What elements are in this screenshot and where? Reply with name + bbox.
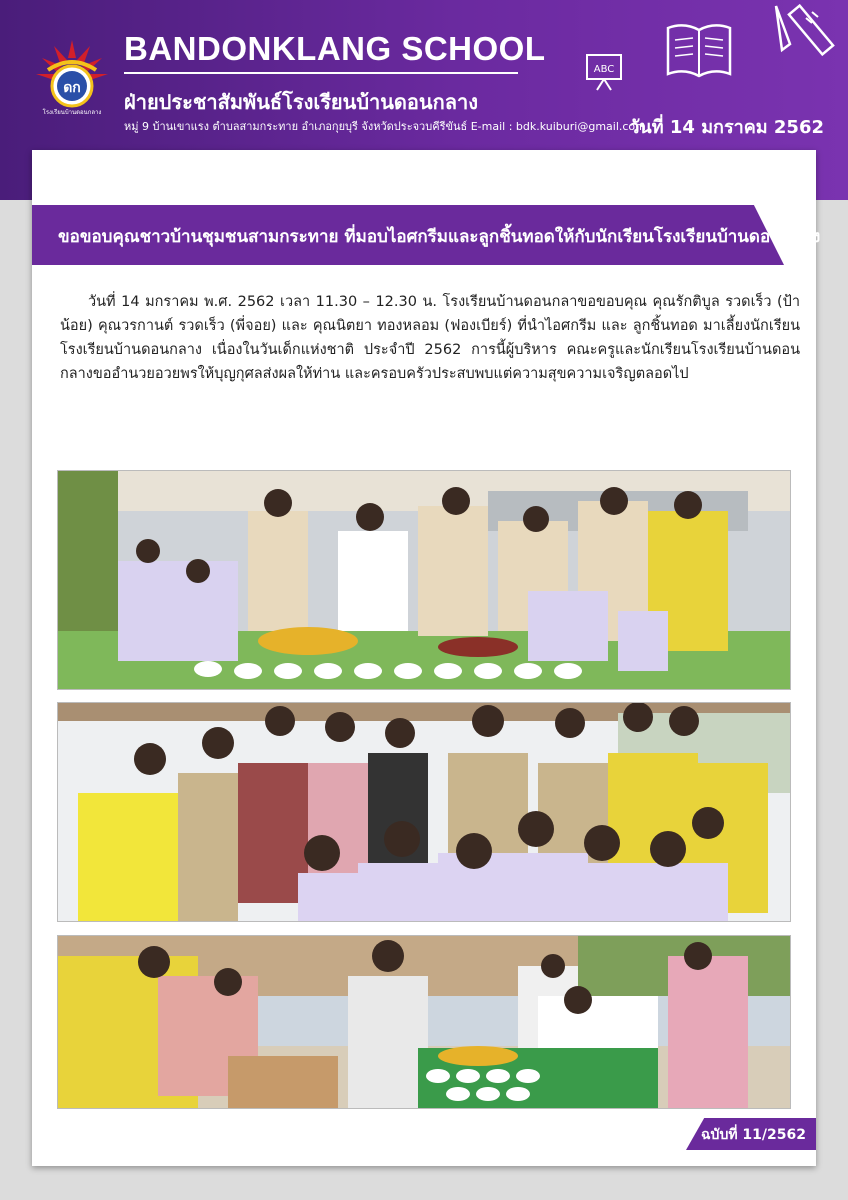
school-name: BANDONKLANG SCHOOL [124,30,546,67]
title-divider [124,72,518,74]
photo-group-2 [57,702,791,922]
open-book-icon [664,18,734,80]
photo-group-1 [57,470,791,690]
department-title: ฝ่ายประชาสัมพันธ์โรงเรียนบ้านดอนกลาง [124,90,478,114]
article-body: วันที่ 14 มกราคม พ.ศ. 2562 เวลา 11.30 – 12.30 น. โรงเรียนบ้านดอนกลาขอขอบคุณ คุณรักติบูล รวดเร็ว (ป้าน้อย) คุณวรกานต์ รวดเร็ว (พี่จอย) และ คุณนิตยา ทองหลอม (ฟองเบียร์) ที่นำไอศกรีม และ ลูกชิ้นทอด มาเลี้ยงนักเรียนโรงเรียนบ้านดอนกลาง เนื่องในวันเด็กแห่งชาติ ประจำปี 2562 การนี้ผู้บริหาร คณะครูและนักเรียนโรงเรียนบ้านดอนกลางขออำนวยอวยพรให้บุญกุศลส่งผลให้ท่าน และครอบครัวประสบพบแต่ความสุขความเจริญตลอดไป [60,294,800,382]
pencil-ruler-icon [768,0,848,62]
logo-caption: โรงเรียนบ้านดอนกลาง [42,109,102,116]
issue-number: ฉบับที่ 11/2562 [701,1127,806,1143]
school-logo [34,36,110,116]
chalkboard-icon [584,52,624,92]
photo-group-3 [57,935,791,1109]
school-address: หมู่ 9 บ้านเขาแรง ตำบลสามกระทาย อำเภอกุยบุรี จังหวัดประจวบคีรีขันธ์ E-mail : bdk.kuiburi@gmail.com [124,120,646,133]
headline: ขอขอบคุณชาวบ้านชุมชนสามกระทาย ที่มอบไอศกรีมและลูกชิ้นทอดให้กับนักเรียนโรงเรียนบ้านดอนกลาง [58,227,821,247]
issue-date: วันที่ 14 มกราคม 2562 [629,117,824,138]
svg-text:ดก: ดก [63,80,81,96]
svg-text:ABC: ABC [593,64,615,75]
